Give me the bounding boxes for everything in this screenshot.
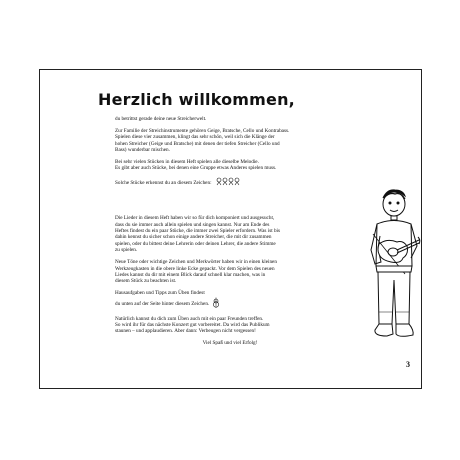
boy-with-violin-illustration <box>365 184 421 344</box>
page-title: Herzlich willkommen, <box>98 90 295 109</box>
text-line: Bei sehr vielen Stücken in diesem Heft spielen alle dieselbe Melodie. <box>115 159 259 166</box>
body-text <box>115 116 345 352</box>
symbol-paragraph <box>115 177 345 188</box>
text-line: diesem Stück zu beachten ist. <box>115 278 177 285</box>
text-line: Heftes findest du ein paar Stücke, die immer zwei Spieler erfordern. Was ist bis <box>115 228 281 235</box>
homework-paragraph <box>115 290 345 310</box>
page-number: 3 <box>406 360 410 369</box>
text-line: hohen Streicher (Geige und Bratsche) mit denen der tiefen Streicher (Cello und <box>115 140 280 147</box>
spacer <box>115 194 345 215</box>
text-line: du unten auf der Seite hinter diesem Zeichen. <box>115 297 345 310</box>
book-page <box>39 69 422 389</box>
instruments-paragraph <box>115 128 345 154</box>
closing-line: Viel Spaß und viel Erfolg! <box>202 340 258 347</box>
text-line: So wird ihr für das nächste Konzert gut vorbereitet. Da wird das Publikum <box>115 322 270 329</box>
practice-paragraph <box>115 316 345 335</box>
text-line: Bass) wunderbar mischen. <box>115 147 170 154</box>
homework-violin-icon <box>212 297 220 310</box>
text-line: Liedes kannst du dir mit einem Blick darauf schnell klar machen, was in <box>115 272 266 278</box>
melody-paragraph <box>115 159 345 172</box>
text-line: Zur Familie der Streichinstrumente gehören Geige, Bratsche, Cello und Kontrabass. <box>115 127 290 134</box>
songs-paragraph <box>115 215 345 253</box>
text-line: Solche Stücke erkennst du an diesem Zeichen: <box>115 180 212 187</box>
text-line: Neue Töne oder wichtige Zeichen und Merkwörter haben wir in einen kleinen <box>115 259 277 266</box>
text-line: dahin kennst du sicher schon einige andere Streicher, die mit dir zusammen <box>115 234 272 241</box>
text-line: Spielen diese vier zusammen, klingt das sehr schön, weil sich die Klänge der <box>115 134 275 141</box>
text-line: spielen, oder du bittest deine Lehrerin oder deinen Lehrer, die andere Stimme <box>115 240 276 247</box>
text-line: du betrittst gerade deine neue Streicherwelt. <box>115 116 207 122</box>
text-line: zu spielen. <box>115 247 138 254</box>
text-line: Hausaufgaben und Tipps zum Üben findest <box>115 290 205 297</box>
text-line: dass du sie immer auch allein spielen und singen kannst. Nur am Ende des <box>115 221 270 228</box>
text-line: Die Lieder in diesem Heft haben wir so für dich komponiert und ausgesucht, <box>115 215 275 222</box>
text-line: Natürlich kannst du dich zum Üben auch mit ein paar Freunden treffen. <box>115 315 264 322</box>
intro-paragraph <box>115 116 345 122</box>
text-line: staunen – und applaudieren. Aber dann: Verbeugen nicht vergessen! <box>115 328 256 335</box>
text-line: Werkzeugkasten in die obere linke Ecke gepackt. Vor dem Spielen des neuen <box>115 265 275 272</box>
toolbox-paragraph <box>115 259 345 285</box>
text-line: Es gibt aber auch Stücke, bei denen eine Gruppe etwas Anderes spielen muss. <box>115 165 277 172</box>
ensemble-icon <box>216 177 240 188</box>
